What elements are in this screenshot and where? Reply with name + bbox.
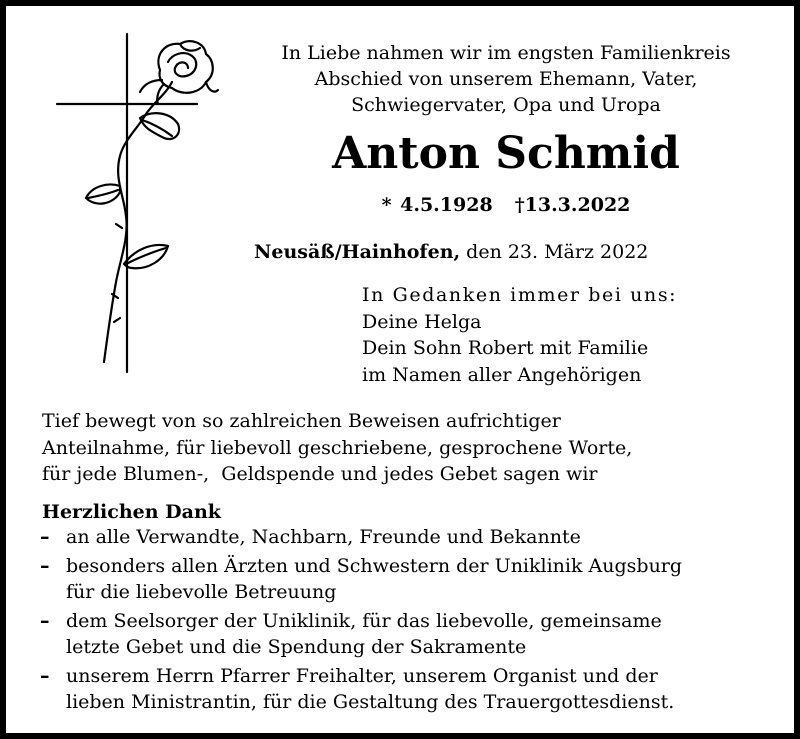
mourner-line: im Namen aller Angehörigen [362,363,642,386]
thanks-paragraph [42,408,782,488]
intro-line: Abschied von unserem Ehemann, Vater, [314,68,698,90]
dash-bullet: – [40,665,50,687]
thanks-line: für jede Blumen-, Geldspende und jedes Gebet sagen wir [42,463,598,485]
thanks-heading: Herzlichen Dank [42,501,221,523]
list-item-line: lieben Ministrantin, für die Gestaltung des Trauergottesdienst. [66,691,675,713]
dash-bullet: – [40,555,50,577]
list-item-line: für die liebevolle Betreuung [66,581,337,603]
mourner-line: Dein Sohn Robert mit Familie [362,337,649,359]
dash-bullet: – [40,610,50,632]
birth-date: * 4.5.1928 [381,194,493,216]
list-item-line: letzte Gebet und die Spendung der Sakramente [66,636,527,658]
list-item [40,608,780,660]
mourner-line: Deine Helga [362,310,482,333]
thanks-list [40,524,780,718]
cross-with-rose-icon [54,32,224,380]
intro-text [246,40,766,118]
list-item-line: dem Seelsorger der Uniklinik, für das liebevolle, gemeinsame [66,610,662,632]
place-and-date [254,239,648,265]
mourners-heading: In Gedanken immer bei uns: [362,284,678,306]
dash-bullet: – [40,526,50,548]
place: Neusäß/Hainhofen, [254,241,461,263]
list-item-line: unserem Herrn Pfarrer Freihalter, unserem Organist und der [66,665,658,687]
list-item-line: an alle Verwandte, Nachbarn, Freunde und Bekannte [66,526,581,548]
list-item [40,663,780,715]
deceased-name: Anton Schmid [332,128,680,179]
list-item [40,553,780,605]
thanks-line: Tief bewegt von so zahlreichen Beweisen aufrichtiger [42,410,561,432]
life-dates [246,192,766,218]
death-date: †13.3.2022 [514,194,631,216]
list-item [40,524,780,550]
mourners-block [362,282,677,388]
intro-line: In Liebe nahmen wir im engsten Familienkreis [281,42,731,64]
list-item-line: besonders allen Ärzten und Schwestern der Uniklinik Augsburg [66,555,683,577]
date: den 23. März 2022 [460,241,649,263]
thanks-line: Anteilnahme, für liebevoll geschriebene, gesprochene Worte, [42,436,633,459]
cross-with-rose-icon-graphic [54,32,224,380]
intro-line: Schwiegervater, Opa und Uropa [351,94,661,116]
